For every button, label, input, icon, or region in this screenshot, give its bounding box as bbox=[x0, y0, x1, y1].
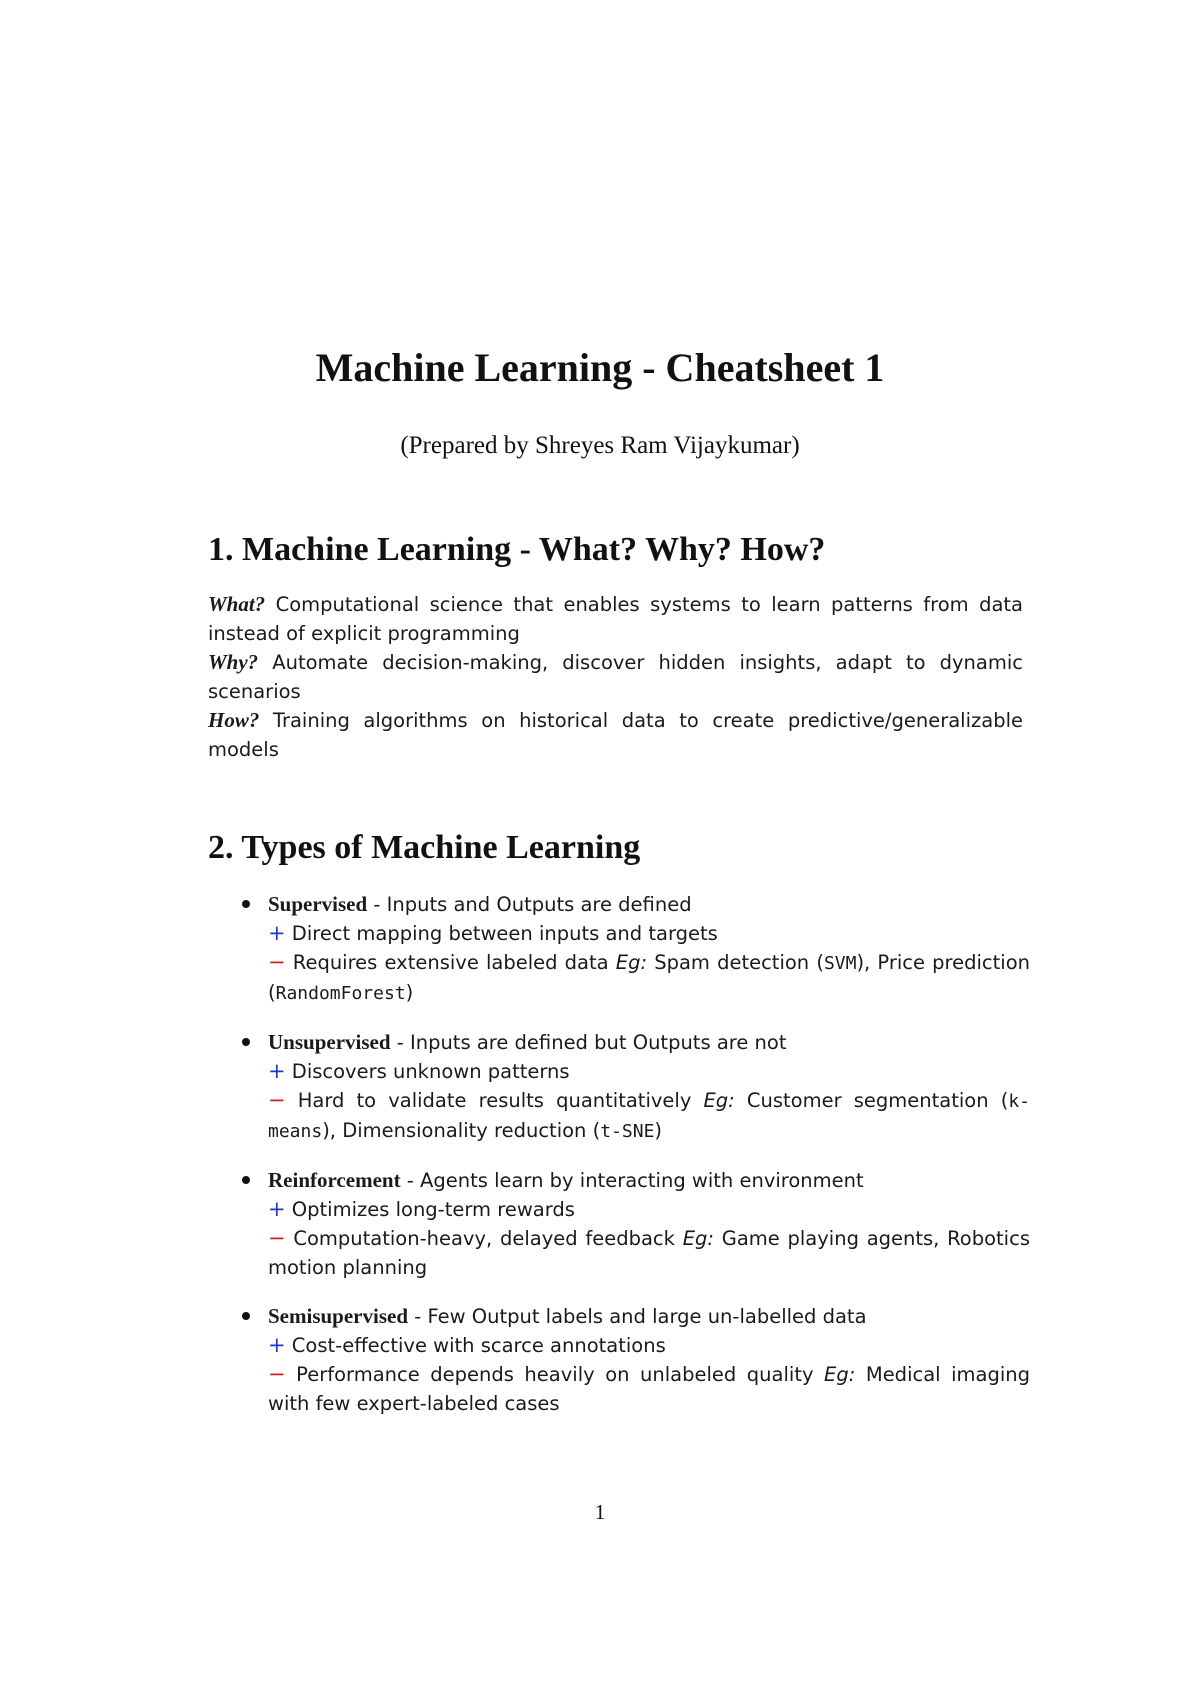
section-heading-types: 2. Types of Machine Learning bbox=[208, 829, 641, 866]
example-text: ) bbox=[405, 981, 414, 1004]
example-label: Eg: bbox=[615, 951, 648, 974]
item-desc: - Inputs are defined but Outputs are not bbox=[390, 1031, 787, 1054]
page-number: 1 bbox=[594, 1500, 606, 1524]
section-body-what-why-how bbox=[208, 590, 1023, 764]
item-desc: - Agents learn by interacting with environment bbox=[400, 1169, 864, 1192]
example-code: SVM bbox=[823, 953, 857, 974]
plus-icon: + bbox=[268, 1333, 286, 1357]
item-title-line bbox=[268, 890, 1030, 919]
bullet-icon bbox=[242, 1176, 250, 1184]
list-item bbox=[240, 1166, 1030, 1282]
page-title: Machine Learning - Cheatsheet 1 bbox=[315, 345, 885, 390]
plus-icon: + bbox=[268, 1059, 286, 1083]
pro-line bbox=[268, 1331, 1030, 1360]
item-term: Unsupervised bbox=[268, 1030, 391, 1054]
pro-line bbox=[268, 919, 1030, 948]
minus-icon: − bbox=[268, 1226, 286, 1250]
example-code: RandomForest bbox=[275, 983, 406, 1004]
pro-text: Direct mapping between inputs and targets bbox=[285, 922, 718, 945]
minus-icon: − bbox=[268, 1362, 286, 1386]
minus-icon: − bbox=[268, 1088, 286, 1112]
pro-line bbox=[268, 1057, 1030, 1086]
qa-how bbox=[208, 706, 1023, 764]
con-text: Hard to validate results quantitatively bbox=[285, 1089, 704, 1112]
example-label: Eg: bbox=[824, 1363, 856, 1386]
plus-icon: + bbox=[268, 921, 286, 945]
qa-label: Why? bbox=[208, 650, 259, 674]
list-item bbox=[240, 1028, 1030, 1146]
item-term: Semisupervised bbox=[268, 1304, 409, 1328]
item-title-line bbox=[268, 1302, 1030, 1331]
list-item bbox=[240, 1302, 1030, 1418]
plus-icon: + bbox=[268, 1197, 286, 1221]
example-label: Eg: bbox=[682, 1227, 714, 1250]
item-title-line bbox=[268, 1166, 1030, 1195]
qa-label: What? bbox=[208, 592, 266, 616]
example-text: Medical imaging with few expert-labeled cases bbox=[268, 1363, 1030, 1415]
item-desc: - Few Output labels and large un-labelled data bbox=[408, 1305, 867, 1328]
qa-label: How? bbox=[208, 708, 260, 732]
qa-text: Computational science that enables systems to learn patterns from data instead of explicit programming bbox=[208, 593, 1023, 645]
qa-why bbox=[208, 648, 1023, 706]
qa-text: Training algorithms on historical data to create predictive/generalizable models bbox=[208, 709, 1023, 761]
list-item bbox=[240, 890, 1030, 1008]
item-title-line bbox=[268, 1028, 1030, 1057]
minus-icon: − bbox=[268, 950, 286, 974]
con-line bbox=[268, 1360, 1030, 1418]
pro-text: Optimizes long-term rewards bbox=[285, 1198, 575, 1221]
pro-line bbox=[268, 1195, 1030, 1224]
con-text: Performance depends heavily on unlabeled quality bbox=[285, 1363, 825, 1386]
section-heading-what-why-how: 1. Machine Learning - What? Why? How? bbox=[208, 531, 826, 568]
example-code: t-SNE bbox=[600, 1121, 655, 1142]
bullet-icon bbox=[242, 1312, 250, 1320]
example-text: Game playing agents, Robotics motion planning bbox=[268, 1227, 1030, 1279]
example-text: ), Dimensionality reduction ( bbox=[322, 1119, 601, 1142]
item-desc: - Inputs and Outputs are defined bbox=[367, 893, 692, 916]
item-term: Reinforcement bbox=[268, 1168, 401, 1192]
qa-text: Automate decision-making, discover hidden insights, adapt to dynamic scenarios bbox=[208, 651, 1023, 703]
bullet-icon bbox=[242, 1038, 250, 1046]
qa-what bbox=[208, 590, 1023, 648]
con-text: Computation-heavy, delayed feedback bbox=[285, 1227, 683, 1250]
con-text: Requires extensive labeled data bbox=[285, 951, 616, 974]
pro-text: Discovers unknown patterns bbox=[285, 1060, 570, 1083]
item-term: Supervised bbox=[268, 892, 368, 916]
example-text: ), Price prediction ( bbox=[268, 951, 1030, 1004]
bullet-icon bbox=[242, 900, 250, 908]
example-text: Customer segmentation ( bbox=[734, 1089, 1009, 1112]
example-label: Eg: bbox=[703, 1089, 735, 1112]
pro-text: Cost-effective with scarce annotations bbox=[285, 1334, 666, 1357]
example-text: ) bbox=[654, 1119, 663, 1142]
con-line bbox=[268, 948, 1030, 1008]
ml-types-list bbox=[240, 890, 1030, 1438]
example-code: k-means bbox=[268, 1091, 1030, 1142]
example-text: Spam detection ( bbox=[647, 951, 824, 974]
con-line bbox=[268, 1224, 1030, 1282]
author-line: (Prepared by Shreyes Ram Vijaykumar) bbox=[400, 432, 800, 459]
con-line bbox=[268, 1086, 1030, 1146]
